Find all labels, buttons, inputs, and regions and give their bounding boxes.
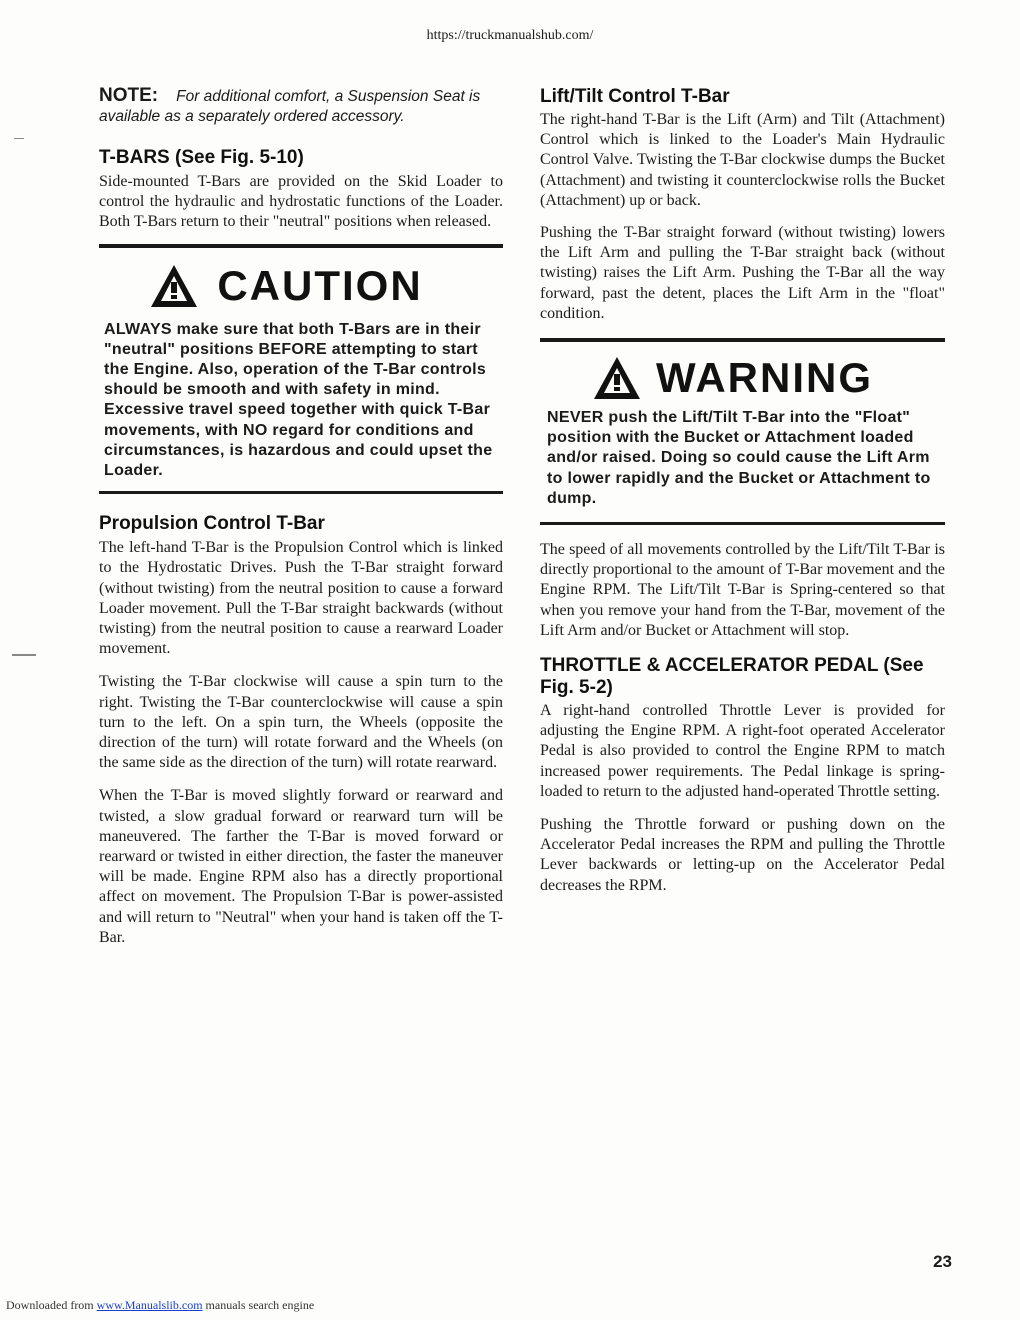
caution-box — [99, 262, 503, 482]
throttle-p1: A right-hand controlled Throttle Lever is provided for adjusting the Engine RPM. A right-foot operated Accelerator Pedal is also provided to control the Engine RPM to match increased power requirements. The Pedal linkage is spring-loaded to return to the adjusted hand-operated Throttle setting. — [540, 702, 945, 800]
tbars-heading: T-BARS (See Fig. 5-10) — [99, 147, 304, 168]
lifttilt-heading: Lift/Tilt Control T-Bar — [540, 86, 730, 107]
tbars-body: Side-mounted T-Bars are provided on the Skid Loader to control the hydraulic and hydrostatic functions of the Loader. Both T-Bars return to their "neutral" positions when released. — [99, 173, 503, 231]
warning-box — [540, 354, 945, 509]
propulsion-p3: When the T-Bar is moved slightly forward or rearward and twisted, a slow gradual forward or rearward turn will be maneuvered. The farther the T-Bar is moved forward or rearward or twisted in either direction, the faster the maneuver will be made. Engine RPM also has a directly proportional affect on movement. The Propulsion T-Bar is power-assisted and will return to "Neutral" when your hand is taken off the T-Bar. — [99, 787, 503, 946]
warning-text: NEVER push the Lift/Tilt T-Bar into the "Float" position with the Bucket or Attachment loaded and/or raised. Doing so could cause the Lift Arm to lower rapidly and the Bucket or Attachment to dump. — [547, 409, 931, 507]
caution-triangle-icon — [149, 263, 199, 309]
warning-bottom-rule — [540, 522, 945, 525]
propulsion-p2: Twisting the T-Bar clockwise will cause a spin turn to the right. Twisting the T-Bar counterclockwise will cause a spin turn to the left. On a spin turn, the Wheels (opposite the direction of the turn) will rotate forward and the Wheels (on the same side as the direction of the turn) will rotate rearward. — [99, 673, 503, 772]
note-label: NOTE: — [99, 85, 159, 106]
warning-triangle-icon — [592, 355, 642, 401]
note-text: For additional comfort, a Suspension Seat is available as a separately ordered accessory. — [99, 88, 481, 125]
warning-title: WARNING — [656, 354, 873, 402]
caution-title: CAUTION — [217, 261, 423, 309]
header-url: https://truckmanualshub.com/ — [426, 28, 594, 43]
footer-suffix: manuals search engine — [205, 1298, 315, 1312]
scan-mark — [12, 654, 36, 656]
footer-link[interactable]: www.Manualslib.com — [96, 1298, 203, 1312]
note — [99, 86, 503, 127]
right-column — [540, 86, 945, 896]
page-number: 23 — [933, 1252, 952, 1271]
footer — [6, 1298, 314, 1313]
propulsion-heading: Propulsion Control T-Bar — [99, 513, 325, 535]
caution-title-row — [69, 262, 503, 310]
footer-prefix: Downloaded from — [6, 1298, 94, 1312]
warning-title-row — [520, 354, 945, 402]
caution-text: ALWAYS make sure that both T-Bars are in their "neutral" positions BEFORE attempting to start the Engine. Also, operation of the T-Bar controls should be smooth and with safety in mind. Excessive travel speed together with quick T-Bar movements, with NO regard for conditions and circumstances, is hazardous and could upset the Loader. — [104, 320, 493, 480]
caution-top-rule — [99, 244, 503, 248]
caution-bottom-rule — [99, 491, 503, 494]
lifttilt-p1: The right-hand T-Bar is the Lift (Arm) and Tilt (Attachment) Control which is linked to the Loader's Main Hydraulic Control Valve. Twisting the T-Bar clockwise dumps the Bucket (Attachment) and twisting it counterclockwise rolls the Bucket (Attachment) up or back. — [540, 111, 945, 209]
lifttilt-p2: Pushing the T-Bar straight forward (without twisting) lowers the Lift Arm and pulling the T-Bar straight back (without twisting) raises the Lift Arm. Pushing the T-Bar all the way forward, past the detent, places the Lift Arm in the "float" condition. — [540, 224, 945, 322]
throttle-heading: THROTTLE & ACCELERATOR PEDAL (See Fig. 5-2) — [540, 655, 924, 699]
warning-top-rule — [540, 338, 945, 342]
scan-mark — [14, 138, 24, 139]
speed-p1: The speed of all movements controlled by the Lift/Tilt T-Bar is directly proportional to the amount of T-Bar movement and the Engine RPM. The Lift/Tilt T-Bar is Spring-centered so that when you remove your hand from the T-Bar, movement of the Lift Arm and/or Bucket or Attachment will stop. — [540, 541, 945, 639]
throttle-p2: Pushing the Throttle forward or pushing down on the Accelerator Pedal increases the RPM and pulling the Throttle Lever backwards or letting-up on the Accelerator Pedal decreases the RPM. — [540, 816, 945, 894]
left-column — [99, 86, 503, 948]
propulsion-p1: The left-hand T-Bar is the Propulsion Control which is linked to the Hydrostatic Drives. Push the T-Bar straight forward (without twisting) from the neutral position to cause a forward Loader movement. Pull the T-Bar straight backwards (without twisting) from the neutral position to cause a rearward Loader movement. — [99, 539, 503, 658]
